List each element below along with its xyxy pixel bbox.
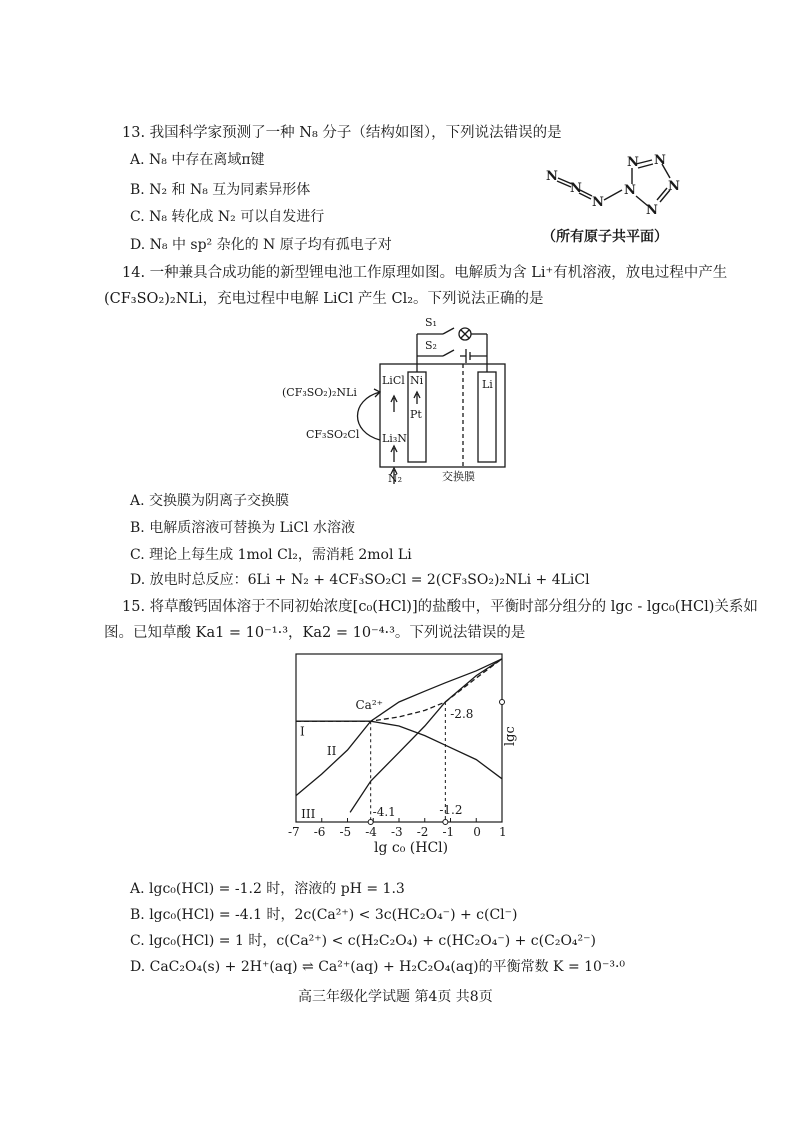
q13-option-d: D. N₈ 中 sp² 杂化的 N 原子均有孤电子对: [130, 237, 392, 253]
q14-option-b: B. 电解质溶液可替换为 LiCl 水溶液: [130, 520, 356, 536]
n2-label: N₂: [388, 472, 403, 485]
atom-n-4: N: [624, 183, 636, 198]
battery-diagram: [280, 312, 540, 492]
marker-point-1: [443, 820, 448, 825]
atom-n-5: N: [627, 155, 639, 170]
atom-n-1: N: [546, 169, 558, 184]
ni-label: Ni: [410, 374, 424, 387]
q13-figure-caption: （所有原子共平面）: [542, 229, 668, 245]
x-tick-label-6: -1: [442, 825, 455, 839]
q15-chart: [282, 646, 532, 864]
q14-stem-line2: (CF₃SO₂)₂NLi，充电过程中电解 LiCl 产生 Cl₂。下列说法正确的是: [104, 291, 544, 307]
marker-point-right: [500, 700, 505, 705]
q14-option-c: C. 理论上每生成 1mol Cl₂，需消耗 2mol Li: [130, 547, 412, 563]
chart-annotation-2: -2.8: [450, 707, 474, 721]
q15-option-a: A. lgc₀(HCl) = -1.2 时，溶液的 pH = 1.3: [130, 881, 405, 897]
page-footer: 高三年级化学试题 第4页 共8页: [298, 989, 493, 1005]
x-tick-label-8: 1: [499, 825, 507, 839]
atom-n-2: N: [570, 181, 582, 196]
licl-label: LiCl: [382, 374, 405, 387]
q15-option-b: B. lgc₀(HCl) = -4.1 时，2c(Ca²⁺) < 3c(HC₂O₄⁻) + c(Cl⁻): [130, 907, 518, 923]
x-tick-label-1: -6: [313, 825, 326, 839]
x-tick-label-0: -7: [288, 825, 300, 839]
atom-n-8: N: [646, 203, 658, 218]
x-tick-label-7: 0: [473, 825, 481, 839]
q13-option-b: B. N₂ 和 N₈ 互为同素异形体: [130, 182, 311, 198]
q14-option-d: D. 放电时总反应：6Li + N₂ + 4CF₃SO₂Cl = 2(CF₃SO₂)₂NLi + 4LiCl: [130, 572, 590, 588]
n8-structure-figure: [540, 150, 710, 228]
chart-annotation-5: II: [326, 743, 337, 758]
atom-n-7: N: [668, 179, 680, 194]
x-axis-label: lg c₀ (HCl): [374, 840, 449, 856]
q13-option-a: A. N₈ 中存在离域π键: [130, 152, 265, 168]
x-tick-label-5: -2: [416, 825, 429, 839]
q14-option-a: A. 交换膜为阴离子交换膜: [130, 493, 290, 509]
q15-stem-line2: 图。已知草酸 Ka1 = 10⁻¹·³，Ka2 = 10⁻⁴·³。下列说法错误的是: [104, 625, 526, 641]
q15-stem-line1: 15. 将草酸钙固体溶于不同初始浓度[c₀(HCl)]的盐酸中，平衡时部分组分的 lgc - lgc₀(HCl)关系如: [122, 599, 758, 615]
chart-annotation-1: -1.2: [439, 803, 463, 817]
q15-option-d: D. CaC₂O₄(s) + 2H⁺(aq) ⇌ Ca²⁺(aq) + H₂C₂O₄(aq)的平衡常数 K = 10⁻³·⁰: [130, 959, 626, 975]
q15-option-c: C. lgc₀(HCl) = 1 时，c(Ca²⁺) < c(H₂C₂O₄) + c(HC₂O₄⁻) + c(C₂O₄²⁻): [130, 933, 596, 949]
chart-annotation-3: Ca²⁺: [355, 697, 383, 712]
x-tick-label-4: -3: [391, 825, 403, 839]
li-electrode-label: Li: [482, 378, 493, 391]
q14-stem-line1: 14. 一种兼具合成功能的新型锂电池工作原理如图。电解质为含 Li⁺有机溶液，放电过程中产生: [122, 265, 728, 281]
q13-stem: 13. 我国科学家预测了一种 N₈ 分子（结构如图），下列说法错误的是: [122, 125, 562, 141]
li3n-label: Li₃N: [382, 432, 407, 445]
product-label: (CF₃SO₂)₂NLi: [282, 386, 357, 399]
atom-n-3: N: [592, 195, 604, 210]
q13-option-c: C. N₈ 转化成 N₂ 可以自发进行: [130, 209, 325, 225]
pt-label: Pt: [410, 408, 422, 421]
chart-annotation-0: -4.1: [372, 805, 396, 819]
switch-s1-label: S₁: [425, 316, 437, 329]
y-axis-label: lgc: [503, 726, 518, 746]
chart-annotation-4: I: [300, 724, 305, 739]
marker-point-0: [368, 820, 373, 825]
chart-annotation-6: III: [301, 807, 316, 821]
atom-n-6: N: [654, 153, 666, 168]
switch-s2-label: S₂: [425, 339, 437, 352]
x-tick-label-3: -4: [365, 825, 377, 839]
membrane-label: 交换膜: [442, 470, 475, 483]
x-tick-label-2: -5: [339, 825, 352, 839]
reactant-label: CF₃SO₂Cl: [306, 428, 360, 441]
